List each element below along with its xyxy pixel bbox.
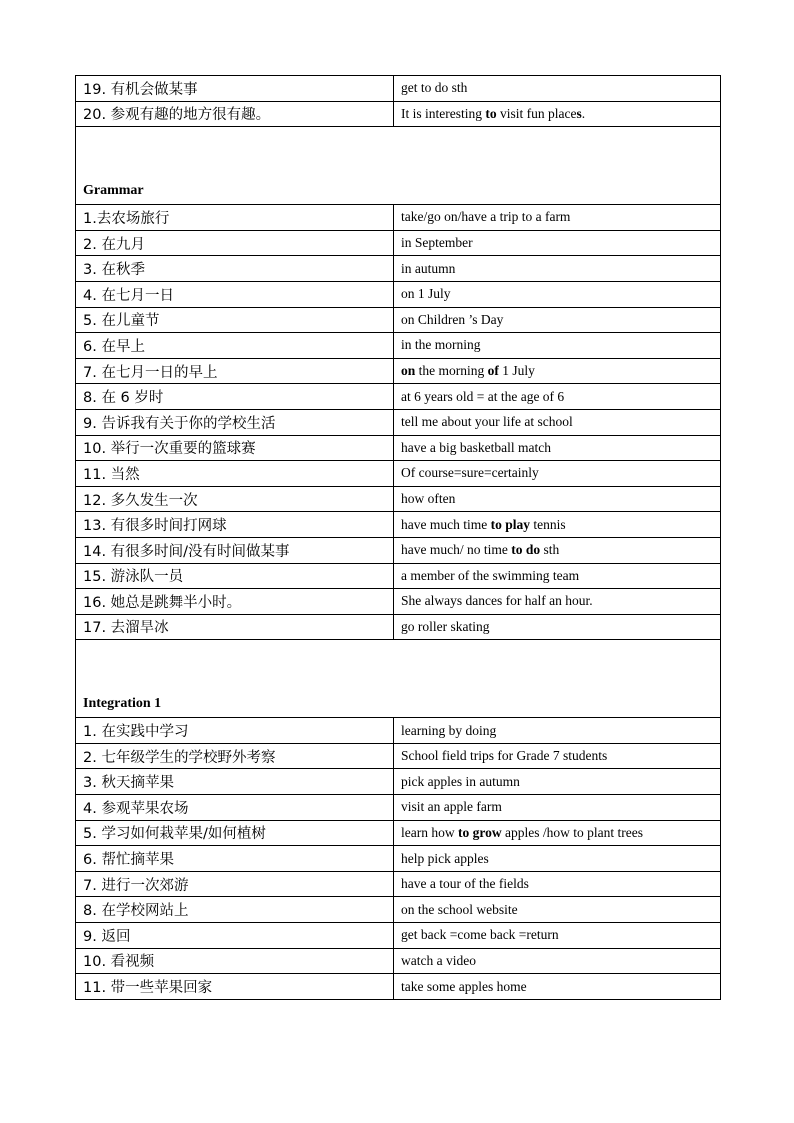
spacer-cell (76, 127, 721, 179)
chinese-phrase: 9. 返回 (76, 923, 394, 949)
english-phrase: take/go on/have a trip to a farm (394, 205, 721, 231)
chinese-phrase: 15. 游泳队一员 (76, 563, 394, 589)
english-phrase: on Children ’s Day (394, 307, 721, 333)
chinese-phrase: 3. 在秋季 (76, 256, 394, 282)
table-row (76, 230, 721, 256)
table-row (76, 384, 721, 410)
chinese-phrase: 20. 参观有趣的地方很有趣。 (76, 101, 394, 127)
english-phrase: go roller skating (394, 614, 721, 640)
chinese-phrase: 2. 在九月 (76, 230, 394, 256)
section-spacer (76, 127, 721, 179)
english-phrase: Of course=sure=certainly (394, 461, 721, 487)
english-phrase: help pick apples (394, 846, 721, 872)
english-phrase: watch a video (394, 948, 721, 974)
english-phrase: learn how to grow apples /how to plant trees (394, 820, 721, 846)
english-phrase: in autumn (394, 256, 721, 282)
chinese-phrase: 8. 在 6 岁时 (76, 384, 394, 410)
table-row (76, 795, 721, 821)
chinese-phrase: 19. 有机会做某事 (76, 76, 394, 102)
english-phrase: at 6 years old = at the age of 6 (394, 384, 721, 410)
table-row (76, 307, 721, 333)
table-row (76, 614, 721, 640)
chinese-phrase: 8. 在学校网站上 (76, 897, 394, 923)
english-phrase: learning by doing (394, 718, 721, 744)
chinese-phrase: 6. 帮忙摘苹果 (76, 846, 394, 872)
chinese-phrase: 3. 秋天摘苹果 (76, 769, 394, 795)
english-phrase: It is interesting to visit fun places. (394, 101, 721, 127)
table-row (76, 923, 721, 949)
integration-section-header (76, 692, 721, 718)
chinese-phrase: 11. 带一些苹果回家 (76, 974, 394, 1000)
chinese-phrase: 9. 告诉我有关于你的学校生活 (76, 409, 394, 435)
table-row (76, 948, 721, 974)
english-phrase: in the morning (394, 333, 721, 359)
table-row (76, 563, 721, 589)
chinese-phrase: 7. 在七月一日的早上 (76, 358, 394, 384)
table-row (76, 537, 721, 563)
english-phrase: get to do sth (394, 76, 721, 102)
chinese-phrase: 17. 去溜旱冰 (76, 614, 394, 640)
spacer-cell (76, 640, 721, 692)
english-phrase: in September (394, 230, 721, 256)
section-title: Grammar (76, 179, 721, 205)
vocabulary-table-body (76, 76, 721, 1000)
english-phrase: on the school website (394, 897, 721, 923)
chinese-phrase: 2. 七年级学生的学校野外考察 (76, 743, 394, 769)
chinese-phrase: 12. 多久发生一次 (76, 486, 394, 512)
section-spacer (76, 640, 721, 692)
vocabulary-table (75, 75, 721, 1000)
english-phrase: She always dances for half an hour. (394, 589, 721, 615)
chinese-phrase: 13. 有很多时间打网球 (76, 512, 394, 538)
english-phrase: School field trips for Grade 7 students (394, 743, 721, 769)
table-row (76, 101, 721, 127)
table-row (76, 589, 721, 615)
table-row (76, 76, 721, 102)
table-row (76, 512, 721, 538)
table-row (76, 333, 721, 359)
grammar-section-header (76, 179, 721, 205)
table-row (76, 409, 721, 435)
chinese-phrase: 5. 学习如何栽苹果/如何植树 (76, 820, 394, 846)
table-row (76, 461, 721, 487)
english-phrase: get back =come back =return (394, 923, 721, 949)
table-row (76, 358, 721, 384)
section-title: Integration 1 (76, 692, 721, 718)
english-phrase: on the morning of 1 July (394, 358, 721, 384)
english-phrase: take some apples home (394, 974, 721, 1000)
chinese-phrase: 4. 在七月一日 (76, 281, 394, 307)
table-row (76, 205, 721, 231)
chinese-phrase: 7. 进行一次郊游 (76, 871, 394, 897)
english-phrase: on 1 July (394, 281, 721, 307)
table-row (76, 820, 721, 846)
english-phrase: visit an apple farm (394, 795, 721, 821)
english-phrase: tell me about your life at school (394, 409, 721, 435)
chinese-phrase: 4. 参观苹果农场 (76, 795, 394, 821)
table-row (76, 435, 721, 461)
chinese-phrase: 1.去农场旅行 (76, 205, 394, 231)
english-phrase: pick apples in autumn (394, 769, 721, 795)
table-row (76, 897, 721, 923)
chinese-phrase: 14. 有很多时间/没有时间做某事 (76, 537, 394, 563)
english-phrase: have a tour of the fields (394, 871, 721, 897)
table-row (76, 256, 721, 282)
english-phrase: have much time to play tennis (394, 512, 721, 538)
chinese-phrase: 5. 在儿童节 (76, 307, 394, 333)
chinese-phrase: 10. 举行一次重要的篮球赛 (76, 435, 394, 461)
chinese-phrase: 11. 当然 (76, 461, 394, 487)
chinese-phrase: 10. 看视频 (76, 948, 394, 974)
english-phrase: have a big basketball match (394, 435, 721, 461)
chinese-phrase: 1. 在实践中学习 (76, 718, 394, 744)
table-row (76, 718, 721, 744)
english-phrase: a member of the swimming team (394, 563, 721, 589)
chinese-phrase: 6. 在早上 (76, 333, 394, 359)
chinese-phrase: 16. 她总是跳舞半小时。 (76, 589, 394, 615)
english-phrase: how often (394, 486, 721, 512)
table-row (76, 871, 721, 897)
table-row (76, 281, 721, 307)
table-row (76, 486, 721, 512)
english-phrase: have much/ no time to do sth (394, 537, 721, 563)
table-row (76, 769, 721, 795)
table-row (76, 743, 721, 769)
table-row (76, 846, 721, 872)
table-row (76, 974, 721, 1000)
